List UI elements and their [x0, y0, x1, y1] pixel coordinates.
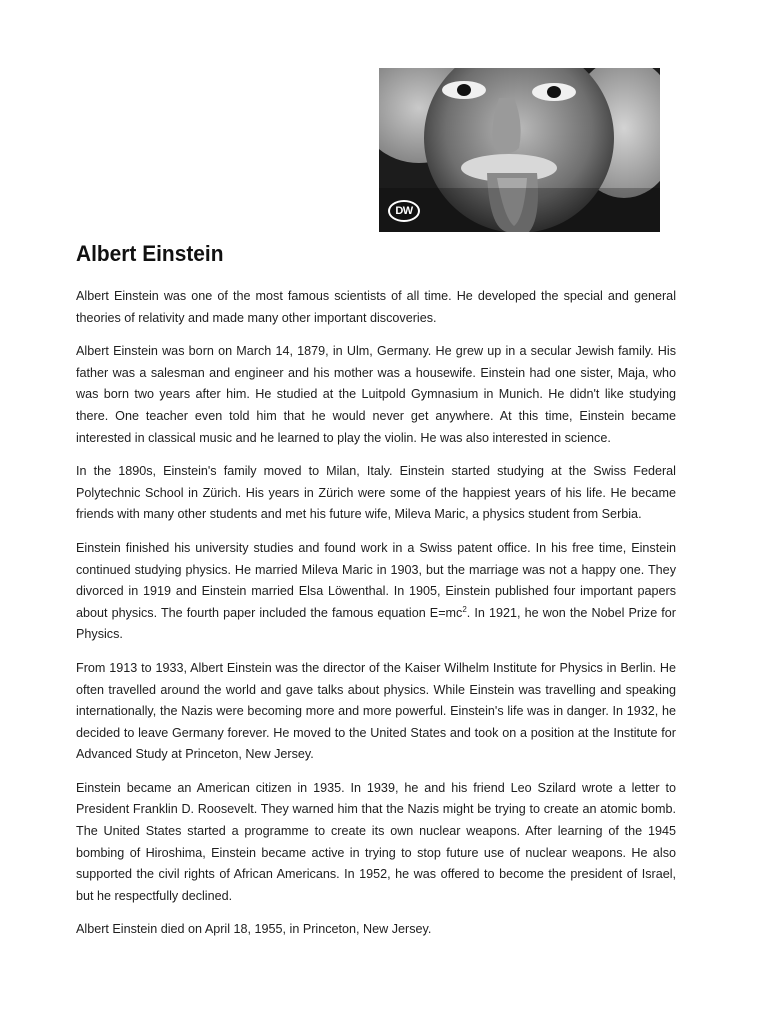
paragraph-intro: Albert Einstein was one of the most famous scientists of all time. He developed the special and general theories of relativity and made many other important discoveries. — [76, 289, 676, 325]
nobel-text: . In 1921, he won the Nobel Prize for Physics. — [76, 605, 676, 642]
paragraph-death: Albert Einstein died on April 18, 1955, in Princeton, New Jersey. — [76, 922, 432, 937]
paragraph-patent-office — [76, 538, 676, 646]
paragraph-early-life: Albert Einstein was born on March 14, 1879, in Ulm, Germany. He grew up in a secular Jewish family. His father was a salesman and engineer and his mother was a housewife. Einstein had one sister, Maja, who was born two years after him. He studied at the Luitpold Gymnasium in Munich. He didn't like studying there. One teacher even told him that he would never get anywhere. At this time, Einstein became interested in classical music and he learned to play the violin. He was also interested in science. — [76, 344, 676, 445]
paragraph-america: Einstein became an American citizen in 1935. In 1939, he and his friend Leo Szilard wrote a letter to President Franklin D. Roosevelt. They warned him that the Nazis might be trying to create an atomic bomb. The United States started a programme to create its own nuclear weapons. After learning of the 1945 bombing of Hiroshima, Einstein became active in trying to stop future use of nuclear weapons. He also supported the civil rights of African Americans. In 1952, he was offered to become the president of Israel, but he respectfully declined. — [76, 780, 676, 903]
portrait-illustration — [379, 68, 660, 232]
exponent: 2 — [462, 604, 467, 614]
einstein-photo — [379, 68, 660, 232]
equation-text: Einstein finished his university studies and found work in a Swiss patent office. In his free time, Einstein continued studying physics. He married Mileva Maric in 1903, but the marriage was not a happy one. They divorced in 1919 and Einstein married Elsa Löwenthal. In 1905, Einstein published four important papers about physics. The fourth paper included the famous equation E=mc — [76, 540, 676, 620]
article-body — [76, 286, 676, 953]
page-title: Albert Einstein — [76, 241, 224, 266]
paragraph-berlin: From 1913 to 1933, Albert Einstein was the director of the Kaiser Wilhelm Institute for Physics in Berlin. He often travelled around the world and gave talks about physics. While Einstein was travelling and speaking internationally, the Nazis were becoming more and more powerful. Einstein's life was in danger. In 1932, he decided to leave Germany forever. He moved to the United States and took on a position at the Institute for Advanced Study at Princeton, New Jersey. — [76, 660, 676, 762]
dw-logo: DW — [388, 200, 420, 222]
paragraph-zurich: In the 1890s, Einstein's family moved to Milan, Italy. Einstein started studying at the Swiss Federal Polytechnic School in Zürich. His years in Zürich were some of the happiest years of his life. He became friends with many other students and met his future wife, Mileva Maric, a physics student from Serbia. — [76, 464, 676, 522]
